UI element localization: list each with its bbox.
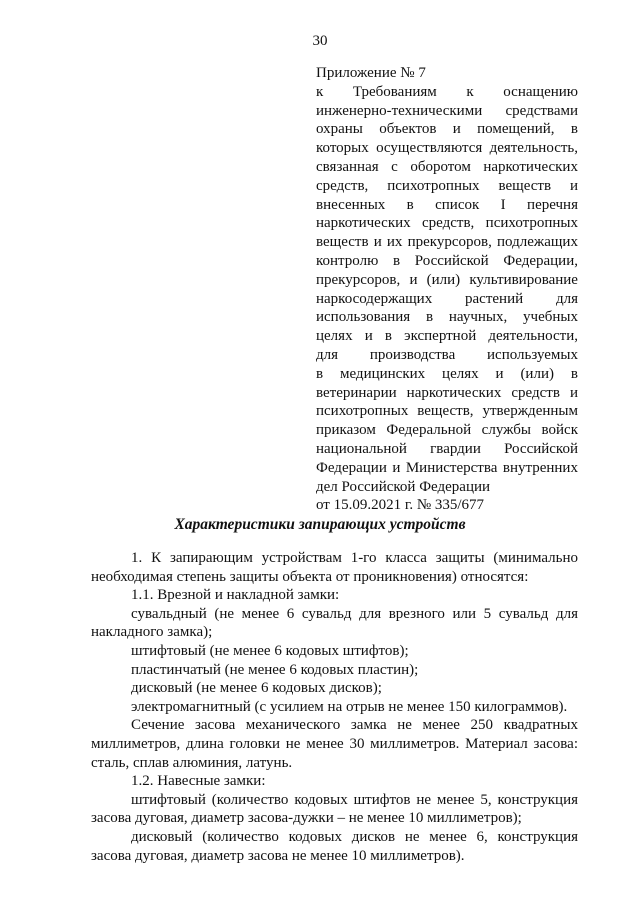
appendix-word: Российской bbox=[504, 440, 578, 457]
body-paragraph: 1.1. Врезной и накладной замки: bbox=[131, 587, 340, 604]
appendix-word: средств bbox=[511, 384, 560, 401]
appendix-line bbox=[316, 233, 578, 252]
appendix-word: инженерно-техническими bbox=[316, 102, 483, 119]
appendix-word: использования bbox=[316, 309, 411, 326]
appendix-word: психотропных bbox=[485, 215, 578, 232]
appendix-word: в bbox=[570, 365, 578, 382]
appendix-line bbox=[316, 158, 578, 177]
appendix-line bbox=[316, 102, 578, 121]
appendix-word: оснащению bbox=[503, 83, 578, 100]
appendix-word: для bbox=[316, 346, 339, 363]
appendix-word: (или) bbox=[520, 365, 554, 382]
appendix-word: национальной bbox=[316, 440, 407, 457]
appendix-word: перечня bbox=[527, 196, 578, 213]
appendix-word: и bbox=[569, 384, 578, 401]
body-paragraph: дисковый (количество кодовых дисков не менее 6, конструкция засова дуговая, диаметр засова не менее 10 миллиметров). bbox=[91, 828, 578, 864]
appendix-word: Федерации bbox=[316, 459, 387, 476]
appendix-word: службы bbox=[481, 422, 531, 439]
body-paragraph: штифтовый (не менее 6 кодовых штифтов); bbox=[131, 642, 409, 659]
appendix-line bbox=[316, 478, 578, 497]
appendix-word: в bbox=[384, 328, 392, 345]
appendix-word: Российской bbox=[414, 252, 489, 269]
appendix-word: их bbox=[386, 234, 403, 251]
appendix-word: внесенных bbox=[316, 196, 386, 213]
section-heading: Характеристики запирающих устройств bbox=[174, 516, 466, 533]
body-paragraph: сувальдный (не менее 6 сувальд для врезного или 5 сувальд для накладного замка); bbox=[91, 605, 578, 641]
appendix-word: ветеринарии bbox=[316, 384, 397, 401]
appendix-word: внутренних bbox=[502, 459, 578, 476]
appendix-word: деятельность, bbox=[489, 140, 578, 157]
appendix-word: список bbox=[435, 196, 480, 213]
appendix-line bbox=[316, 139, 578, 158]
appendix-text bbox=[316, 83, 578, 497]
appendix-block bbox=[316, 64, 578, 515]
appendix-word: наркосодержащих bbox=[316, 290, 433, 307]
appendix-word: веществ bbox=[498, 177, 552, 194]
body-paragraph: пластинчатый (не менее 6 кодовых пластин); bbox=[131, 661, 419, 678]
appendix-word: психотропных bbox=[387, 177, 480, 194]
appendix-word: оборотом bbox=[410, 158, 471, 175]
appendix-line bbox=[316, 365, 578, 384]
body-paragraph: дисковый (не менее 6 кодовых дисков); bbox=[131, 680, 382, 697]
appendix-word: медицинских bbox=[339, 365, 426, 382]
appendix-line bbox=[316, 346, 578, 365]
appendix-word: целях bbox=[442, 365, 479, 382]
appendix-word: прекурсоров, bbox=[316, 271, 401, 288]
appendix-word: и bbox=[452, 121, 461, 138]
body-paragraph: 1. К запирающим устройствам 1-го класса защиты (минимально необходимая степень защиты объекта от проникновения) относятся: bbox=[91, 550, 578, 585]
appendix-word: и bbox=[495, 365, 504, 382]
appendix-word: для bbox=[555, 290, 578, 307]
appendix-word: используемых bbox=[487, 346, 578, 363]
appendix-word: (или) bbox=[426, 271, 461, 288]
appendix-word: наркотических bbox=[483, 158, 578, 175]
body-paragraph: Сечение засова механического замка не менее 250 квадратных миллиметров, длина головки не менее 30 миллиметров. Материал засова: сталь, сплав алюминия, латунь. bbox=[91, 717, 578, 771]
appendix-word: Федерации, bbox=[503, 252, 578, 269]
body-paragraph: электромагнитный (с усилием на отрыв не менее 150 килограммов). bbox=[131, 698, 568, 715]
appendix-word: наркотических bbox=[316, 215, 411, 232]
appendix-word: и bbox=[364, 328, 373, 345]
appendix-word: осуществляются bbox=[376, 140, 483, 157]
appendix-word: средствами bbox=[505, 102, 578, 119]
appendix-word: приказом bbox=[316, 422, 376, 439]
appendix-word: растений bbox=[465, 290, 524, 307]
appendix-line bbox=[316, 271, 578, 290]
appendix-word: связанная bbox=[316, 158, 379, 175]
appendix-word: производства bbox=[369, 346, 456, 363]
appendix-line bbox=[316, 177, 578, 196]
appendix-word: Министерства bbox=[405, 459, 498, 476]
appendix-word: в bbox=[570, 121, 578, 138]
appendix-word: контролю bbox=[316, 252, 379, 269]
appendix-line bbox=[316, 402, 578, 421]
appendix-word: охраны bbox=[316, 121, 363, 138]
appendix-word: в bbox=[316, 365, 324, 382]
appendix-word: помещений, bbox=[477, 121, 555, 138]
body-paragraph: штифтовый (количество кодовых штифтов не менее 5, конструкция засова дуговая, диаметр засова-дужки – не менее 10 миллиметров); bbox=[91, 791, 578, 827]
appendix-line bbox=[316, 252, 578, 271]
appendix-word: и bbox=[373, 234, 382, 251]
appendix-word: Федеральной bbox=[386, 422, 472, 439]
appendix-line bbox=[316, 308, 578, 327]
appendix-word: и bbox=[392, 459, 401, 476]
appendix-word: войск bbox=[541, 422, 578, 439]
appendix-word: учебных bbox=[523, 309, 578, 326]
appendix-word: объектов bbox=[379, 121, 437, 138]
appendix-word: культивирование bbox=[469, 271, 578, 288]
appendix-date-line: от 15.09.2021 г. № 335/677 bbox=[316, 497, 485, 514]
appendix-line bbox=[316, 196, 578, 215]
appendix-word: деятельности, bbox=[488, 328, 578, 345]
appendix-line bbox=[316, 459, 578, 478]
appendix-word: и bbox=[569, 177, 578, 194]
appendix-word: средств, bbox=[316, 177, 369, 194]
appendix-word: в bbox=[406, 196, 414, 213]
document-body bbox=[91, 549, 578, 865]
appendix-word: в bbox=[392, 252, 401, 269]
appendix-word: экспертной bbox=[404, 328, 477, 345]
appendix-word: дел Российской Федерации bbox=[316, 478, 491, 495]
appendix-word: научных, bbox=[448, 309, 508, 326]
body-paragraph: 1.2. Навесные замки: bbox=[131, 773, 266, 790]
appendix-word: которых bbox=[316, 140, 369, 157]
appendix-word: к bbox=[316, 83, 324, 100]
appendix-line bbox=[316, 83, 578, 102]
appendix-word: веществ, bbox=[417, 403, 474, 420]
appendix-word: утвержденным bbox=[482, 403, 578, 420]
appendix-title: Приложение № 7 bbox=[316, 65, 426, 81]
appendix-word: целях bbox=[316, 328, 353, 345]
appendix-line bbox=[316, 290, 578, 309]
appendix-word: Требованиям bbox=[352, 83, 437, 100]
appendix-line bbox=[316, 384, 578, 403]
appendix-line bbox=[316, 214, 578, 233]
appendix-line bbox=[316, 421, 578, 440]
appendix-word: I bbox=[500, 196, 506, 213]
appendix-word: и bbox=[409, 271, 418, 288]
appendix-word: прекурсоров, bbox=[407, 234, 492, 251]
appendix-word: веществ bbox=[316, 234, 369, 251]
appendix-word: наркотических bbox=[406, 384, 502, 401]
appendix-word: подлежащих bbox=[496, 234, 578, 251]
appendix-word: средств, bbox=[422, 215, 475, 232]
appendix-word: психотропных bbox=[316, 403, 409, 420]
appendix-word: гвардии bbox=[430, 440, 481, 457]
appendix-word: с bbox=[391, 158, 398, 175]
appendix-line bbox=[316, 440, 578, 459]
appendix-line bbox=[316, 327, 578, 346]
appendix-word: к bbox=[466, 83, 474, 100]
appendix-word: в bbox=[426, 309, 434, 326]
page-number: 30 bbox=[312, 33, 328, 49]
appendix-line bbox=[316, 120, 578, 139]
